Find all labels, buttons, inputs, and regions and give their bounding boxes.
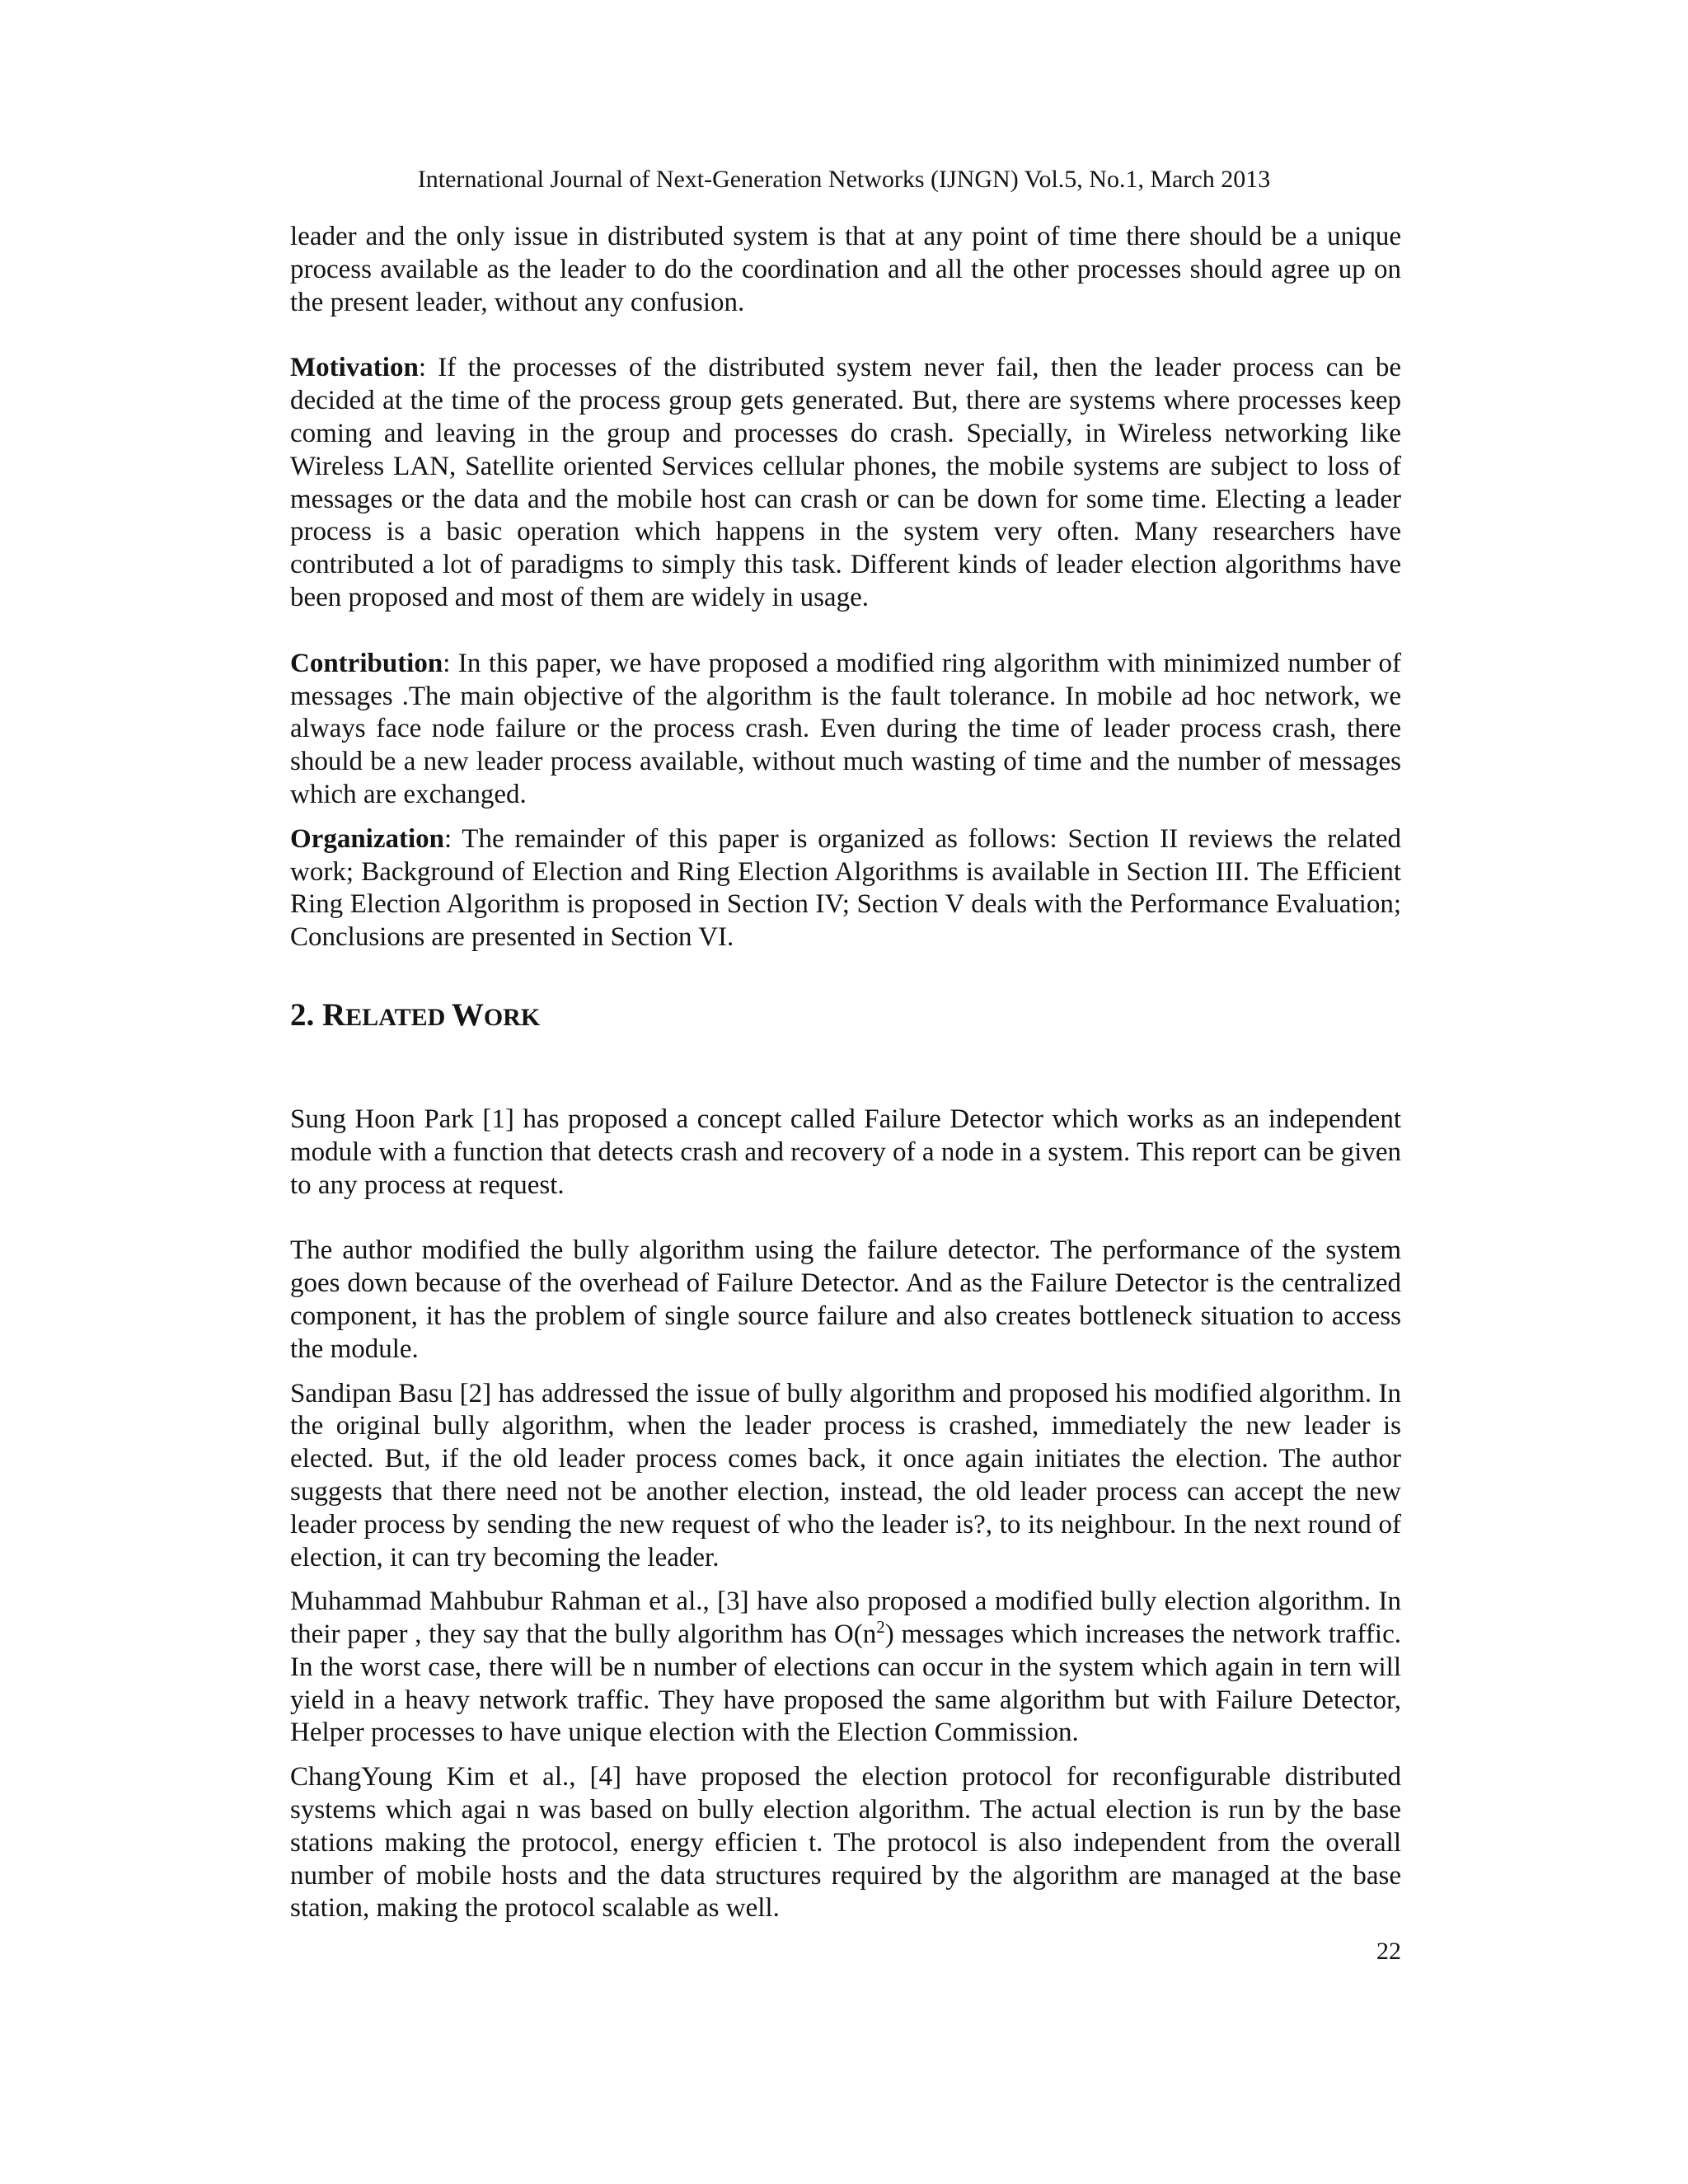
superscript-2: 2 bbox=[876, 1617, 885, 1638]
section-heading-related-work bbox=[290, 996, 1401, 1038]
section-title-initial-w: W bbox=[451, 996, 484, 1033]
organization-text: : The remainder of this paper is organized as follows: Section II reviews the related work; Background of Election and Ring Election Algorithms is available in Section III. The Efficient Ring Election Algorithm is proposed in Section IV; Section V deals with the Performance Evaluation; Conclusions are presented in Section VI. bbox=[290, 823, 1401, 953]
section-title-part-elated: ELATED bbox=[345, 1003, 452, 1031]
motivation-paragraph bbox=[290, 352, 1401, 614]
section-title-initial-r: R bbox=[322, 996, 346, 1033]
intro-paragraph: leader and the only issue in distributed system is that at any point of time there should be a unique process available as the leader to do the coordination and all the other processes should agree up on the present leader, without any confusion. bbox=[290, 222, 1401, 317]
journal-header: International Journal of Next-Generation Networks (IJNGN) Vol.5, No.1, March 2013 bbox=[417, 166, 1271, 193]
section-number: 2. bbox=[290, 996, 322, 1033]
motivation-label: Motivation bbox=[290, 353, 419, 383]
related-work-paragraph-3: Sandipan Basu [2] has addressed the issue of bully algorithm and proposed his modified algorithm. In the original bully algorithm, when the leader process is crashed, immediately the new leader is elected. But, if the old leader process comes back, it once again initiates the election. The author suggests that there need not be another election, instead, the old leader process can accept the new leader process by sending the new request of who the leader is?, to its neighbour. In the next round of election, it can try becoming the leader. bbox=[290, 1378, 1401, 1572]
contribution-label: Contribution bbox=[290, 648, 443, 678]
organization-paragraph bbox=[290, 823, 1401, 954]
page-number: 22 bbox=[1376, 1938, 1401, 1965]
section-title-part-ork: ORK bbox=[483, 1003, 541, 1031]
contribution-text: : In this paper, we have proposed a modified ring algorithm with minimized number of messages .The main objective of the algorithm is the fault tolerance. In mobile ad hoc network, we always face node failure or the process crash. Even during the time of leader process crash, there should be a new leader process available, without much wasting of time and the number of messages which are exchanged. bbox=[290, 648, 1401, 809]
motivation-text: : If the processes of the distributed system never fail, then the leader process can be decided at the time of the process group gets generated. But, there are systems where processes keep coming and leaving in the group and processes do crash. Specially, in Wireless networking like Wireless LAN, Satellite oriented Services cellular phones, the mobile systems are subject to loss of messages or the data and the mobile host can crash or can be down for some time. Electing a leader process is a basic operation which happens in the system very often. Many researchers have contributed a lot of paradigms to simply this task. Different kinds of leader election algorithms have been proposed and most of them are widely in usage. bbox=[290, 353, 1401, 612]
paragraph-4-text-a: Muhammad Mahbubur Rahman et al., [3] have also proposed a modified bully election algorithm. In their paper , they say that the bully algorithm has O(n bbox=[290, 1586, 1401, 1650]
contribution-paragraph bbox=[290, 648, 1401, 812]
related-work-paragraph-5: ChangYoung Kim et al., [4] have proposed the election protocol for reconfigurable distributed systems which agai n was based on bully election algorithm. The actual election is run by the base stations making the protocol, energy efficien t. The protocol is also independent from the overall number of mobile hosts and the data structures required by the algorithm are managed at the base station, making the protocol scalable as well. bbox=[290, 1762, 1401, 1924]
related-work-paragraph-2: The author modified the bully algorithm using the failure detector. The performance of the system goes down because of the overhead of Failure Detector. And as the Failure Detector is the centralized component, it has the problem of single source failure and also creates bottleneck situation to access the module. bbox=[290, 1235, 1401, 1364]
related-work-paragraph-4 bbox=[290, 1586, 1401, 1750]
paragraph-4-text-b: ) messages which increases the network traffic. In the worst case, there will be n number of elections can occur in the system which again in tern will yield in a heavy network traffic. They have proposed the same algorithm but with Failure Detector, Helper processes to have unique election with the Election Commission. bbox=[290, 1619, 1401, 1748]
organization-label: Organization bbox=[290, 823, 444, 854]
related-work-paragraph-1: Sung Hoon Park [1] has proposed a concept called Failure Detector which works as an independent module with a function that detects crash and recovery of a node in a system. This report can be given to any process at request. bbox=[290, 1104, 1401, 1200]
page-body bbox=[290, 221, 1401, 1925]
